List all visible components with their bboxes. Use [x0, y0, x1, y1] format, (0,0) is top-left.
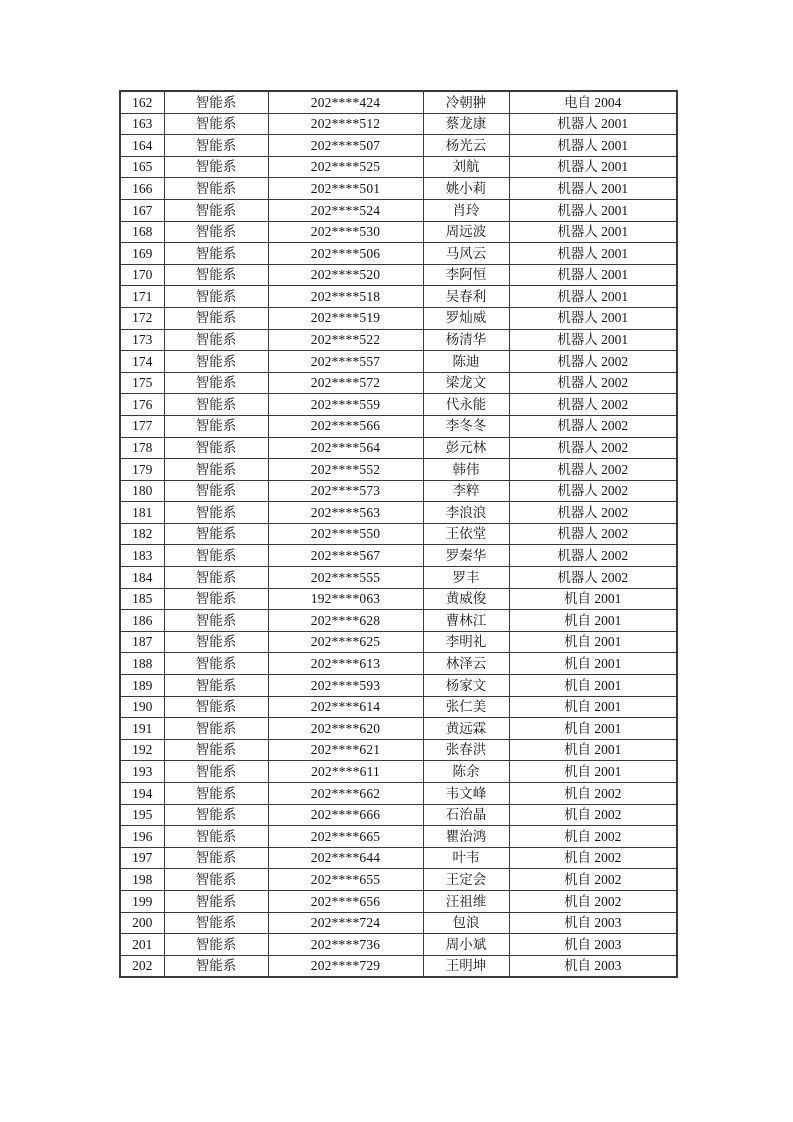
cell-student-id: 202****530 [268, 221, 423, 243]
cell-name: 李冬冬 [423, 415, 509, 437]
cell-name: 王明坤 [423, 955, 509, 977]
cell-serial-number: 167 [120, 199, 164, 221]
cell-class: 机器人 2001 [509, 113, 677, 135]
cell-student-id: 202****567 [268, 545, 423, 567]
cell-student-id: 202****566 [268, 415, 423, 437]
cell-serial-number: 169 [120, 243, 164, 265]
cell-serial-number: 162 [120, 91, 164, 113]
cell-department: 智能系 [164, 113, 268, 135]
table-row [120, 567, 677, 589]
table-row [120, 653, 677, 675]
cell-serial-number: 168 [120, 221, 164, 243]
cell-department: 智能系 [164, 912, 268, 934]
cell-serial-number: 193 [120, 761, 164, 783]
cell-department: 智能系 [164, 804, 268, 826]
cell-department: 智能系 [164, 178, 268, 200]
cell-serial-number: 182 [120, 523, 164, 545]
cell-student-id: 202****525 [268, 156, 423, 178]
cell-class: 机自 2001 [509, 653, 677, 675]
cell-department: 智能系 [164, 307, 268, 329]
cell-name: 黄远霖 [423, 718, 509, 740]
cell-serial-number: 181 [120, 502, 164, 524]
cell-student-id: 202****557 [268, 351, 423, 373]
cell-serial-number: 199 [120, 890, 164, 912]
cell-student-id: 202****628 [268, 610, 423, 632]
cell-class: 机器人 2002 [509, 459, 677, 481]
cell-name: 石治晶 [423, 804, 509, 826]
cell-student-id: 202****564 [268, 437, 423, 459]
cell-class: 机自 2002 [509, 869, 677, 891]
cell-department: 智能系 [164, 588, 268, 610]
cell-name: 韩伟 [423, 459, 509, 481]
student-table [119, 90, 678, 978]
cell-serial-number: 189 [120, 675, 164, 697]
cell-serial-number: 191 [120, 718, 164, 740]
cell-student-id: 202****593 [268, 675, 423, 697]
table-row [120, 588, 677, 610]
cell-serial-number: 200 [120, 912, 164, 934]
cell-class: 机器人 2002 [509, 567, 677, 589]
cell-department: 智能系 [164, 286, 268, 308]
cell-department: 智能系 [164, 934, 268, 956]
cell-class: 机自 2002 [509, 890, 677, 912]
cell-name: 马风云 [423, 243, 509, 265]
cell-student-id: 202****573 [268, 480, 423, 502]
cell-name: 代永能 [423, 394, 509, 416]
cell-name: 黄威俊 [423, 588, 509, 610]
cell-name: 周远波 [423, 221, 509, 243]
cell-student-id: 202****656 [268, 890, 423, 912]
cell-serial-number: 170 [120, 264, 164, 286]
cell-name: 包浪 [423, 912, 509, 934]
cell-serial-number: 183 [120, 545, 164, 567]
cell-serial-number: 195 [120, 804, 164, 826]
table-row [120, 847, 677, 869]
cell-student-id: 202****519 [268, 307, 423, 329]
cell-student-id: 202****424 [268, 91, 423, 113]
cell-serial-number: 172 [120, 307, 164, 329]
table-row [120, 955, 677, 977]
cell-student-id: 202****620 [268, 718, 423, 740]
cell-serial-number: 176 [120, 394, 164, 416]
cell-serial-number: 178 [120, 437, 164, 459]
cell-class: 机自 2001 [509, 588, 677, 610]
cell-serial-number: 171 [120, 286, 164, 308]
cell-student-id: 202****613 [268, 653, 423, 675]
cell-class: 机自 2001 [509, 696, 677, 718]
cell-class: 机自 2003 [509, 934, 677, 956]
cell-name: 瞿治鸿 [423, 826, 509, 848]
cell-name: 杨光云 [423, 135, 509, 157]
cell-department: 智能系 [164, 653, 268, 675]
table-row [120, 869, 677, 891]
cell-student-id: 202****518 [268, 286, 423, 308]
cell-department: 智能系 [164, 610, 268, 632]
table-row [120, 912, 677, 934]
cell-student-id: 202****552 [268, 459, 423, 481]
cell-student-id: 202****550 [268, 523, 423, 545]
cell-department: 智能系 [164, 545, 268, 567]
cell-name: 李明礼 [423, 631, 509, 653]
cell-student-id: 202****555 [268, 567, 423, 589]
cell-serial-number: 177 [120, 415, 164, 437]
cell-student-id: 202****506 [268, 243, 423, 265]
cell-class: 电自 2004 [509, 91, 677, 113]
table-row [120, 221, 677, 243]
cell-name: 梁龙文 [423, 372, 509, 394]
cell-class: 机器人 2002 [509, 523, 677, 545]
cell-class: 机器人 2001 [509, 199, 677, 221]
cell-department: 智能系 [164, 955, 268, 977]
cell-student-id: 202****625 [268, 631, 423, 653]
cell-department: 智能系 [164, 243, 268, 265]
cell-student-id: 202****729 [268, 955, 423, 977]
cell-class: 机自 2003 [509, 955, 677, 977]
cell-serial-number: 202 [120, 955, 164, 977]
cell-name: 曹林江 [423, 610, 509, 632]
cell-serial-number: 175 [120, 372, 164, 394]
cell-serial-number: 197 [120, 847, 164, 869]
table-row [120, 783, 677, 805]
cell-serial-number: 165 [120, 156, 164, 178]
table-row [120, 394, 677, 416]
cell-serial-number: 174 [120, 351, 164, 373]
cell-department: 智能系 [164, 826, 268, 848]
cell-serial-number: 185 [120, 588, 164, 610]
cell-class: 机器人 2002 [509, 415, 677, 437]
cell-department: 智能系 [164, 869, 268, 891]
table-row [120, 480, 677, 502]
table-row [120, 243, 677, 265]
cell-class: 机自 2001 [509, 675, 677, 697]
cell-serial-number: 180 [120, 480, 164, 502]
table-row [120, 610, 677, 632]
cell-serial-number: 187 [120, 631, 164, 653]
cell-student-id: 202****524 [268, 199, 423, 221]
table-row [120, 329, 677, 351]
cell-student-id: 202****655 [268, 869, 423, 891]
table-row [120, 890, 677, 912]
table-row [120, 372, 677, 394]
table-row [120, 199, 677, 221]
cell-name: 叶韦 [423, 847, 509, 869]
cell-name: 王依堂 [423, 523, 509, 545]
cell-class: 机器人 2001 [509, 329, 677, 351]
table-row [120, 307, 677, 329]
cell-department: 智能系 [164, 502, 268, 524]
cell-student-id: 202****507 [268, 135, 423, 157]
cell-department: 智能系 [164, 91, 268, 113]
cell-department: 智能系 [164, 523, 268, 545]
cell-department: 智能系 [164, 631, 268, 653]
table-row [120, 156, 677, 178]
cell-department: 智能系 [164, 351, 268, 373]
cell-department: 智能系 [164, 156, 268, 178]
cell-department: 智能系 [164, 480, 268, 502]
cell-department: 智能系 [164, 847, 268, 869]
cell-serial-number: 166 [120, 178, 164, 200]
cell-name: 罗秦华 [423, 545, 509, 567]
cell-name: 彭元林 [423, 437, 509, 459]
cell-serial-number: 188 [120, 653, 164, 675]
cell-serial-number: 201 [120, 934, 164, 956]
cell-department: 智能系 [164, 783, 268, 805]
cell-name: 张春洪 [423, 739, 509, 761]
cell-department: 智能系 [164, 696, 268, 718]
cell-department: 智能系 [164, 264, 268, 286]
cell-serial-number: 164 [120, 135, 164, 157]
table-row [120, 113, 677, 135]
table-row [120, 718, 677, 740]
cell-class: 机自 2001 [509, 739, 677, 761]
cell-class: 机器人 2001 [509, 156, 677, 178]
cell-department: 智能系 [164, 567, 268, 589]
cell-class: 机器人 2002 [509, 394, 677, 416]
cell-student-id: 202****665 [268, 826, 423, 848]
cell-department: 智能系 [164, 372, 268, 394]
cell-class: 机自 2001 [509, 610, 677, 632]
cell-serial-number: 196 [120, 826, 164, 848]
cell-serial-number: 173 [120, 329, 164, 351]
cell-name: 陈迪 [423, 351, 509, 373]
cell-class: 机器人 2002 [509, 480, 677, 502]
cell-class: 机自 2002 [509, 783, 677, 805]
cell-department: 智能系 [164, 329, 268, 351]
cell-student-id: 202****522 [268, 329, 423, 351]
cell-class: 机器人 2001 [509, 264, 677, 286]
cell-name: 刘航 [423, 156, 509, 178]
cell-name: 汪祖维 [423, 890, 509, 912]
cell-department: 智能系 [164, 761, 268, 783]
cell-student-id: 202****563 [268, 502, 423, 524]
cell-serial-number: 192 [120, 739, 164, 761]
table-row [120, 739, 677, 761]
table-row [120, 351, 677, 373]
table-row [120, 826, 677, 848]
cell-department: 智能系 [164, 459, 268, 481]
cell-name: 李粹 [423, 480, 509, 502]
cell-student-id: 202****724 [268, 912, 423, 934]
cell-class: 机自 2002 [509, 826, 677, 848]
cell-student-id: 202****662 [268, 783, 423, 805]
cell-name: 罗丰 [423, 567, 509, 589]
cell-department: 智能系 [164, 199, 268, 221]
cell-class: 机器人 2002 [509, 545, 677, 567]
cell-class: 机自 2001 [509, 631, 677, 653]
cell-name: 李浪浪 [423, 502, 509, 524]
cell-class: 机自 2001 [509, 761, 677, 783]
cell-class: 机自 2002 [509, 847, 677, 869]
cell-student-id: 202****736 [268, 934, 423, 956]
cell-class: 机器人 2001 [509, 178, 677, 200]
cell-student-id: 192****063 [268, 588, 423, 610]
table-row [120, 696, 677, 718]
cell-serial-number: 184 [120, 567, 164, 589]
cell-serial-number: 198 [120, 869, 164, 891]
cell-class: 机器人 2002 [509, 351, 677, 373]
cell-serial-number: 179 [120, 459, 164, 481]
cell-name: 罗灿威 [423, 307, 509, 329]
cell-name: 吴春利 [423, 286, 509, 308]
table-row [120, 135, 677, 157]
cell-name: 姚小莉 [423, 178, 509, 200]
table-row [120, 178, 677, 200]
cell-department: 智能系 [164, 718, 268, 740]
table-row [120, 91, 677, 113]
cell-name: 王定会 [423, 869, 509, 891]
cell-student-id: 202****644 [268, 847, 423, 869]
cell-serial-number: 190 [120, 696, 164, 718]
table-row [120, 523, 677, 545]
table-body [120, 91, 677, 977]
cell-student-id: 202****559 [268, 394, 423, 416]
cell-department: 智能系 [164, 739, 268, 761]
cell-name: 陈余 [423, 761, 509, 783]
cell-student-id: 202****512 [268, 113, 423, 135]
cell-class: 机自 2003 [509, 912, 677, 934]
cell-student-id: 202****666 [268, 804, 423, 826]
cell-serial-number: 194 [120, 783, 164, 805]
cell-department: 智能系 [164, 394, 268, 416]
table-row [120, 286, 677, 308]
table-row [120, 459, 677, 481]
cell-department: 智能系 [164, 135, 268, 157]
table-row [120, 545, 677, 567]
cell-name: 杨家文 [423, 675, 509, 697]
cell-name: 冷朝翀 [423, 91, 509, 113]
table-row [120, 437, 677, 459]
cell-student-id: 202****572 [268, 372, 423, 394]
table-row [120, 264, 677, 286]
table-row [120, 502, 677, 524]
cell-class: 机自 2002 [509, 804, 677, 826]
cell-name: 周小斌 [423, 934, 509, 956]
cell-department: 智能系 [164, 890, 268, 912]
cell-name: 杨清华 [423, 329, 509, 351]
cell-class: 机自 2001 [509, 718, 677, 740]
cell-student-id: 202****621 [268, 739, 423, 761]
cell-department: 智能系 [164, 221, 268, 243]
cell-serial-number: 186 [120, 610, 164, 632]
cell-class: 机器人 2001 [509, 135, 677, 157]
cell-name: 韦文峰 [423, 783, 509, 805]
table-row [120, 675, 677, 697]
table-row [120, 934, 677, 956]
cell-student-id: 202****614 [268, 696, 423, 718]
table-row [120, 804, 677, 826]
cell-class: 机器人 2002 [509, 437, 677, 459]
cell-student-id: 202****501 [268, 178, 423, 200]
cell-name: 林泽云 [423, 653, 509, 675]
cell-student-id: 202****611 [268, 761, 423, 783]
cell-class: 机器人 2001 [509, 307, 677, 329]
cell-class: 机器人 2002 [509, 502, 677, 524]
cell-name: 肖玲 [423, 199, 509, 221]
cell-student-id: 202****520 [268, 264, 423, 286]
cell-class: 机器人 2002 [509, 372, 677, 394]
cell-department: 智能系 [164, 675, 268, 697]
cell-class: 机器人 2001 [509, 243, 677, 265]
cell-class: 机器人 2001 [509, 221, 677, 243]
cell-name: 李阿恒 [423, 264, 509, 286]
table-row [120, 631, 677, 653]
cell-serial-number: 163 [120, 113, 164, 135]
table-row [120, 761, 677, 783]
cell-department: 智能系 [164, 437, 268, 459]
cell-name: 张仁美 [423, 696, 509, 718]
cell-department: 智能系 [164, 415, 268, 437]
cell-name: 蔡龙康 [423, 113, 509, 135]
cell-class: 机器人 2001 [509, 286, 677, 308]
table-row [120, 415, 677, 437]
